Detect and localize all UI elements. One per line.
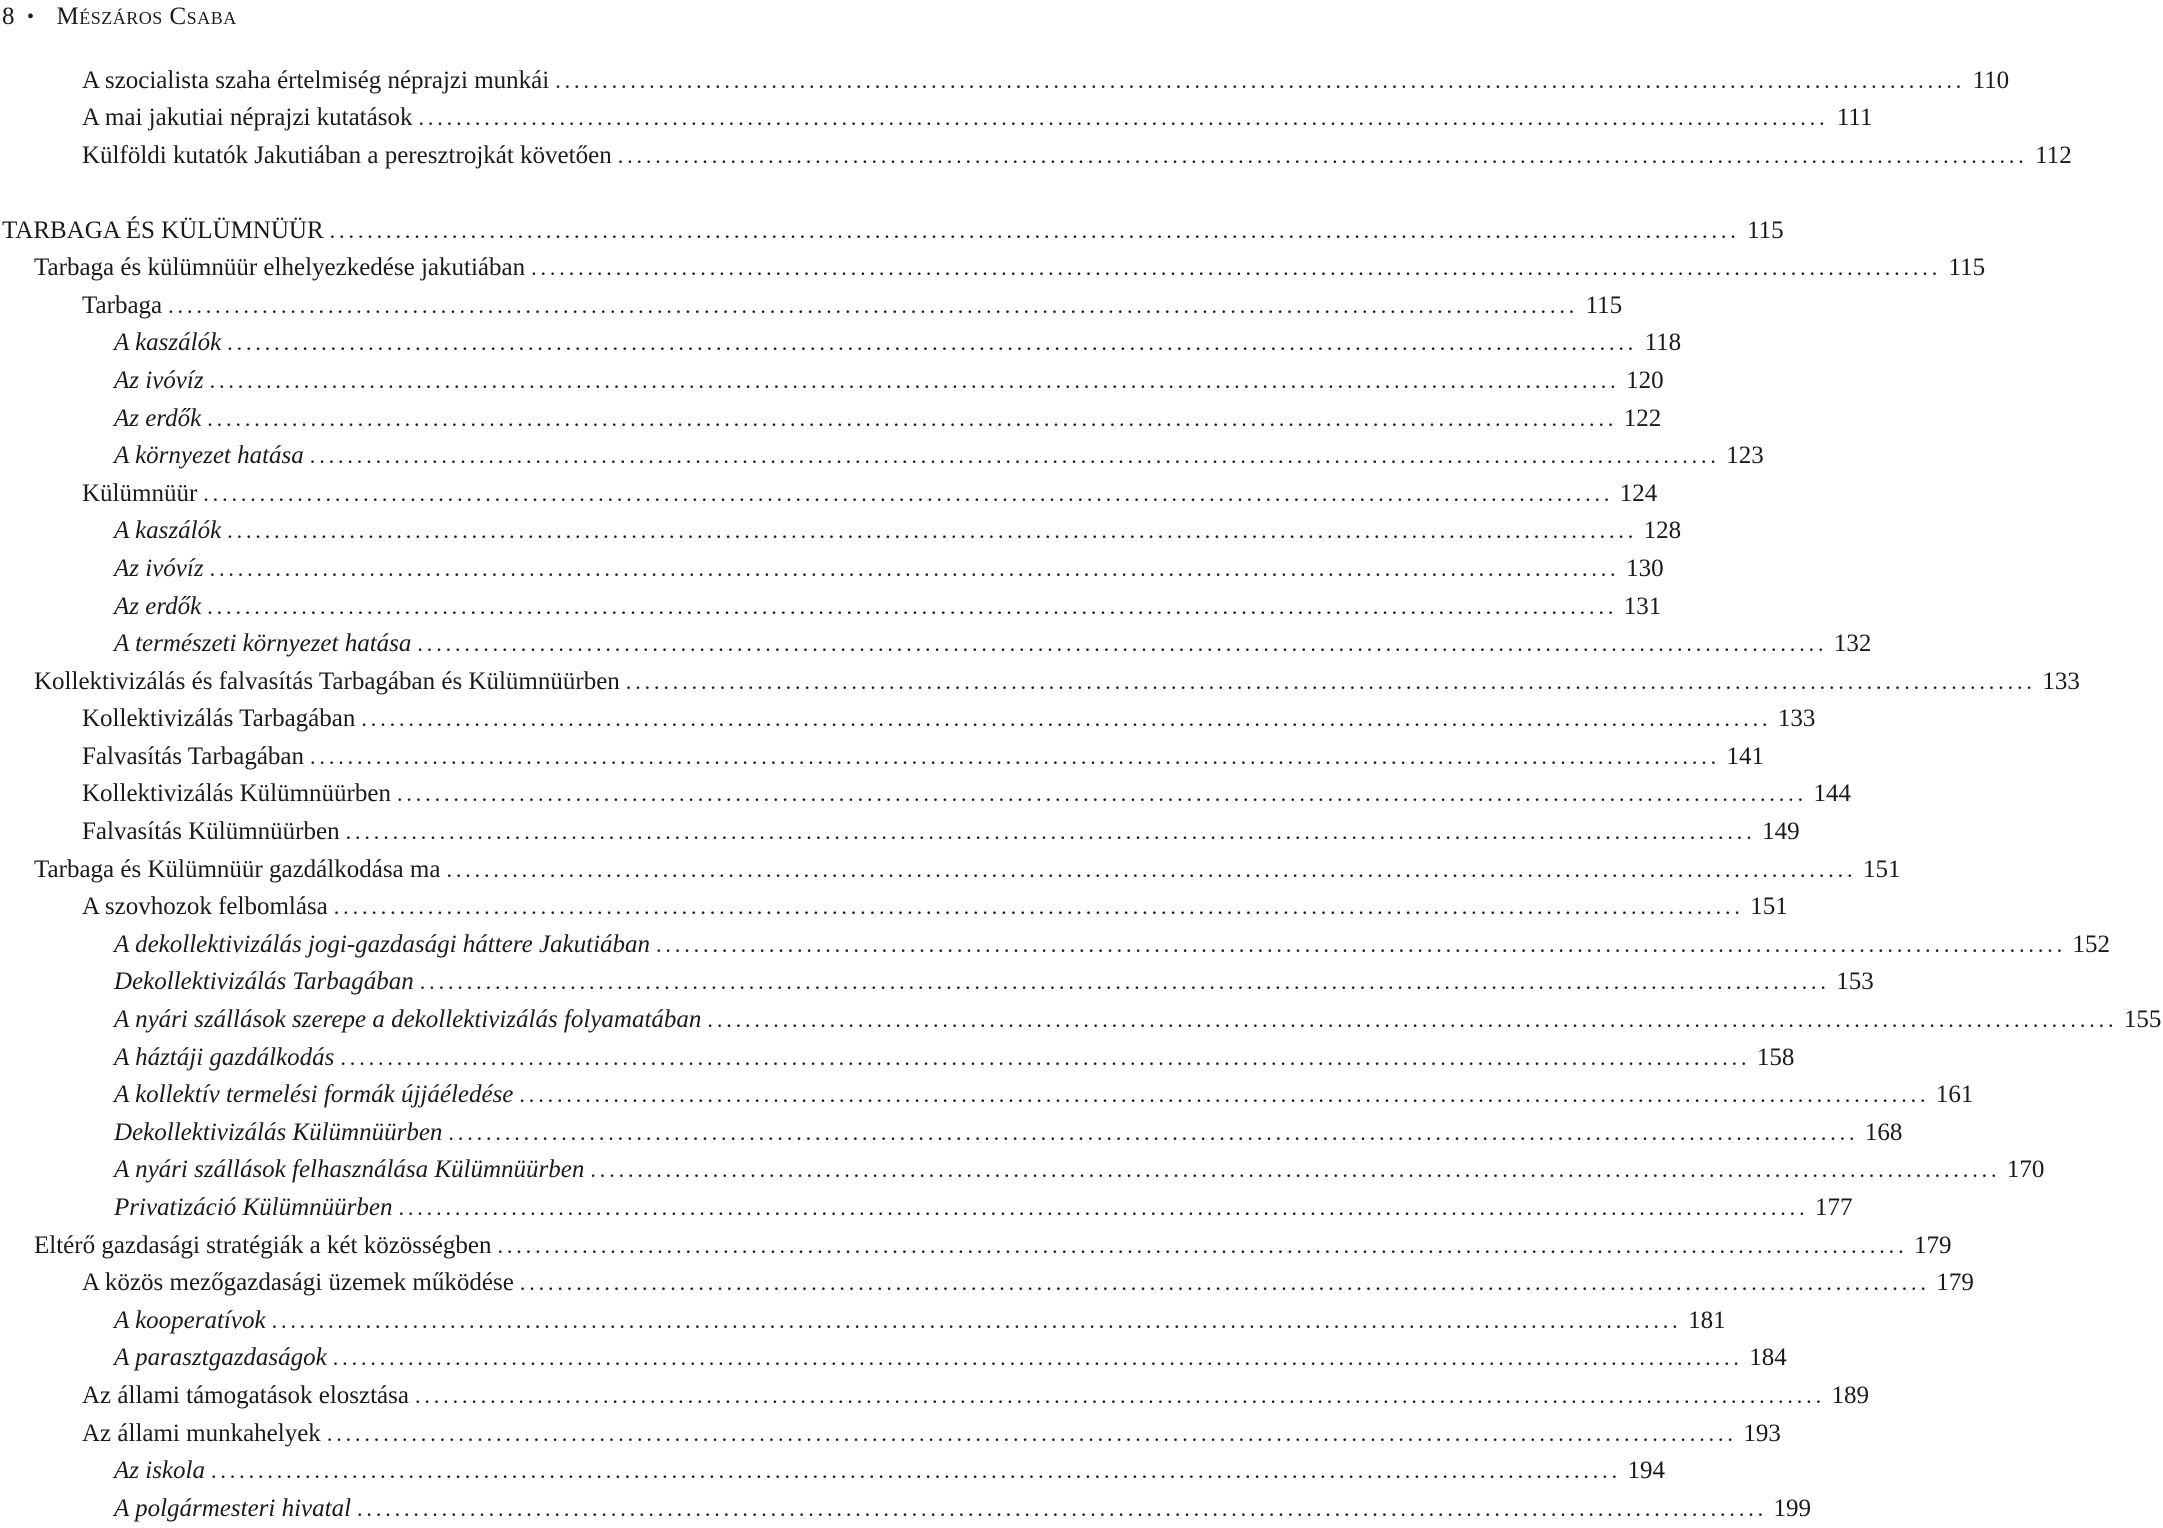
toc-entry[interactable] [0,625,1872,663]
toc-entry-page: 144 [1813,780,1851,808]
toc-entry-page: 199 [1773,1494,1812,1522]
toc-entry-page: 152 [2072,930,2111,958]
dot-leader: ...................................................................................................................................................... [329,217,1740,243]
toc-entry-title: A nyári szállások szerepe a dekollektivizálás folyamatában [114,1006,702,1034]
toc-entry[interactable] [0,851,1901,889]
toc-entry[interactable] [0,1001,2162,1039]
dot-leader: ...................................................................................................................................................... [446,856,1857,882]
toc-entry-title: A dekollektivizálás jogi-gazdasági háttere Jakutiában [114,930,651,958]
toc-entry[interactable] [0,100,1873,138]
toc-entry[interactable] [0,325,1682,363]
toc-entry-title: Az iskola [114,1457,205,1485]
toc-entry-title: Kollektivizálás és falvasítás Tarbagában és Külümnüürben [34,667,620,695]
toc-entry-page: 179 [1913,1231,1952,1259]
toc-entry[interactable] [0,926,2111,964]
toc-entry-title: A kaszálók [114,329,222,357]
toc-entry[interactable] [0,1076,1974,1114]
toc-entry[interactable] [0,550,1664,588]
toc-entry-title: Az erdők [114,592,202,620]
toc-entry-title: A szocialista szaha értelmiség néprajzi munkái [82,66,550,94]
toc-entry-title: Eltérő gazdasági stratégiák a két közösségben [34,1231,492,1259]
toc-entry-page: 177 [1814,1194,1853,1222]
toc-entry-page: 115 [1948,254,1986,282]
toc-entry[interactable] [0,888,1788,926]
toc-entry[interactable] [0,964,1874,1002]
dot-leader: ...................................................................................................................................................... [497,1232,1908,1258]
toc-entry-page: 194 [1627,1457,1665,1485]
toc-entry-page: 120 [1626,366,1664,394]
dot-leader: ...................................................................................................................................................... [345,819,1756,845]
dot-leader: ...................................................................................................................................................... [361,706,1772,732]
dot-leader: ...................................................................................................................................................... [326,1420,1737,1446]
dot-leader: ...................................................................................................................................................... [398,1195,1809,1221]
dot-leader: ...................................................................................................................................................... [519,1270,1930,1296]
toc-entry[interactable] [0,1264,1974,1302]
toc-entry-page: 151 [1862,855,1901,883]
dot-leader: ...................................................................................................................................................... [340,1044,1751,1070]
dot-leader: ...................................................................................................................................................... [357,1495,1768,1521]
toc-entry[interactable] [0,362,1664,400]
toc-entry-title: Privatizáció Külümnüürben [114,1194,393,1222]
toc-entry-page: 115 [1585,291,1623,319]
toc-entry-page: 168 [1864,1118,1903,1146]
toc-entry-page: 132 [1833,630,1872,658]
toc-entry-page: 131 [1623,592,1662,620]
toc-entry-title: A közös mezőgazdasági üzemek működése [82,1269,514,1297]
toc-entry[interactable] [0,1452,1665,1490]
toc-entry[interactable] [0,437,1764,475]
dot-leader: ...................................................................................................................................................... [590,1157,2001,1183]
toc-entry-title: A természeti környezet hatása [114,630,412,658]
toc-entry-title: Tarbaga és Külümnüür gazdálkodása ma [34,855,441,883]
toc-entry[interactable] [0,137,2072,175]
toc-entry[interactable] [0,1227,1952,1265]
toc-entry-page: 123 [1726,442,1764,470]
table-of-contents [0,62,2162,1528]
toc-entry[interactable] [0,813,1800,851]
toc-entry-title: Külföldi kutatók Jakutiában a peresztrojkát követően [82,141,612,169]
toc-entry-page: 128 [1643,517,1682,545]
toc-entry-title: Kollektivizálás Tarbagában [82,705,356,733]
toc-entry-title: A háztáji gazdálkodás [114,1043,335,1071]
toc-entry[interactable] [0,588,1662,626]
dot-leader: ...................................................................................................................................................... [617,142,2028,168]
dot-leader: ...................................................................................................................................................... [707,1007,2118,1033]
dot-leader: ...................................................................................................................................................... [519,1082,1930,1108]
toc-entry[interactable] [0,1039,1795,1077]
toc-entry-title: A nyári szállások felhasználása Külümnüürben [114,1156,585,1184]
toc-entry-title: A polgármesteri hivatal [114,1494,352,1522]
toc-entry-title: A kollektív termelési formák újjáéledése [114,1081,514,1109]
toc-entry-title: Külümnüür [82,479,198,507]
toc-entry-page: 189 [1831,1381,1869,1409]
toc-entry[interactable] [0,1302,1726,1340]
toc-entry-page: 122 [1623,404,1662,432]
toc-entry-title: Az erdők [114,404,202,432]
toc-entry[interactable] [0,1189,1853,1227]
dot-leader: ...................................................................................................................................................... [210,1458,1621,1484]
toc-entry[interactable] [0,738,1765,776]
toc-entry[interactable] [0,249,1986,287]
toc-entry-title: A kooperatívok [114,1306,266,1334]
toc-entry-page: 124 [1619,479,1658,507]
toc-entry-page: 130 [1626,554,1664,582]
toc-entry-title: A kaszálók [114,517,222,545]
toc-entry-page: 111 [1836,104,1873,132]
toc-entry[interactable] [0,1490,1812,1528]
toc-entry-title: Dekollektivizálás Tarbagában [114,968,414,996]
toc-entry-page: 133 [2042,667,2080,695]
toc-entry-page: 158 [1756,1043,1795,1071]
toc-entry-page: 151 [1750,893,1788,921]
dot-leader: ...................................................................................................................................................... [310,743,1721,769]
toc-entry-page: 153 [1836,968,1874,996]
toc-entry-title: Dekollektivizálás Külümnüürben [114,1118,443,1146]
dot-leader: ...................................................................................................................................................... [531,255,1942,281]
toc-entry[interactable] [0,400,1662,438]
toc-entry-page: 118 [1644,329,1682,357]
dot-leader: ...................................................................................................................................................... [448,1119,1859,1145]
toc-entry[interactable] [0,776,1851,814]
toc-entry-page: 141 [1726,742,1765,770]
page-number: 8 [2,3,15,30]
toc-entry-title: Az állami munkahelyek [82,1419,321,1447]
toc-entry[interactable] [0,701,1816,739]
dot-leader: ...................................................................................................................................................... [227,330,1638,356]
toc-entry-title: Falvasítás Külümnüürben [82,818,340,846]
toc-entry[interactable] [0,62,2010,100]
toc-entry[interactable] [0,287,1623,325]
toc-entry-page: 161 [1935,1081,1974,1109]
dot-leader: ...................................................................................................................................................... [555,67,1966,93]
toc-entry[interactable] [0,1152,2045,1190]
dot-leader: ...................................................................................................................................................... [309,443,1720,469]
toc-entry-title: Az ivóvíz [114,554,204,582]
toc-entry-page: 181 [1688,1306,1726,1334]
dot-leader: ...................................................................................................................................................... [417,631,1828,657]
dot-leader: ...................................................................................................................................................... [656,931,2067,957]
dot-leader: ...................................................................................................................................................... [168,292,1579,318]
toc-entry[interactable] [0,1377,1869,1415]
running-header [2,0,237,34]
toc-entry-title: A környezet hatása [114,442,304,470]
toc-entry-title: A parasztgazdaságok [114,1344,327,1372]
toc-entry-page: 193 [1743,1419,1781,1447]
toc-entry-title: TARBAGA ÉS KÜLÜMNÜÜR [2,216,324,244]
toc-entry-title: Az ivóvíz [114,366,204,394]
toc-entry-page: 155 [2123,1006,2162,1034]
dot-leader: ...................................................................................................................................................... [203,480,1614,506]
dot-leader: ...................................................................................................................................................... [207,593,1618,619]
toc-entry-chapter[interactable] [0,212,1784,250]
toc-entry-page: 115 [1747,216,1784,244]
dot-leader: ...................................................................................................................................................... [209,555,1620,581]
toc-entry-title: A mai jakutiai néprajzi kutatások [82,104,413,132]
toc-entry-title: A szovhozok felbomlása [82,893,328,921]
toc-entry[interactable] [0,513,1682,551]
dot-leader: ...................................................................................................................................................... [227,518,1638,544]
toc-entry[interactable] [0,475,1658,513]
toc-entry[interactable] [0,1415,1781,1453]
toc-entry-page: 170 [2006,1156,2045,1184]
dot-leader: ...................................................................................................................................................... [396,781,1807,807]
toc-entry-page: 112 [2035,141,2072,169]
toc-entry-title: Az állami támogatások elosztása [82,1381,409,1409]
dot-leader: ...................................................................................................................................................... [419,969,1830,995]
toc-entry-page: 179 [1936,1269,1974,1297]
dot-leader: ...................................................................................................................................................... [209,367,1620,393]
toc-entry[interactable] [0,663,2080,701]
dot-leader: ...................................................................................................................................................... [271,1307,1682,1333]
toc-entry-title: Falvasítás Tarbagában [82,742,305,770]
dot-leader: ...................................................................................................................................................... [414,1382,1825,1408]
dot-leader: ...................................................................................................................................................... [625,668,2036,694]
toc-entry-page: 133 [1777,705,1816,733]
author-name: Mészáros Csaba [56,3,237,30]
toc-entry-title: Kollektivizálás Külümnüürben [82,780,391,808]
dot-leader: ...................................................................................................................................................... [333,894,1744,920]
dot-leader: ...................................................................................................................................................... [418,105,1829,131]
toc-entry-page: 149 [1762,818,1800,846]
toc-entry-title: Tarbaga és külümnüür elhelyezkedése jakutiában [34,254,526,282]
bullet-icon: • [27,5,35,28]
toc-entry[interactable] [0,1340,1787,1378]
toc-entry[interactable] [0,1114,1903,1152]
toc-entry-title: Tarbaga [82,291,163,319]
toc-entry-page: 184 [1749,1344,1787,1372]
dot-leader: ...................................................................................................................................................... [207,405,1618,431]
dot-leader: ...................................................................................................................................................... [332,1345,1743,1371]
toc-entry-page: 110 [1972,66,2010,94]
